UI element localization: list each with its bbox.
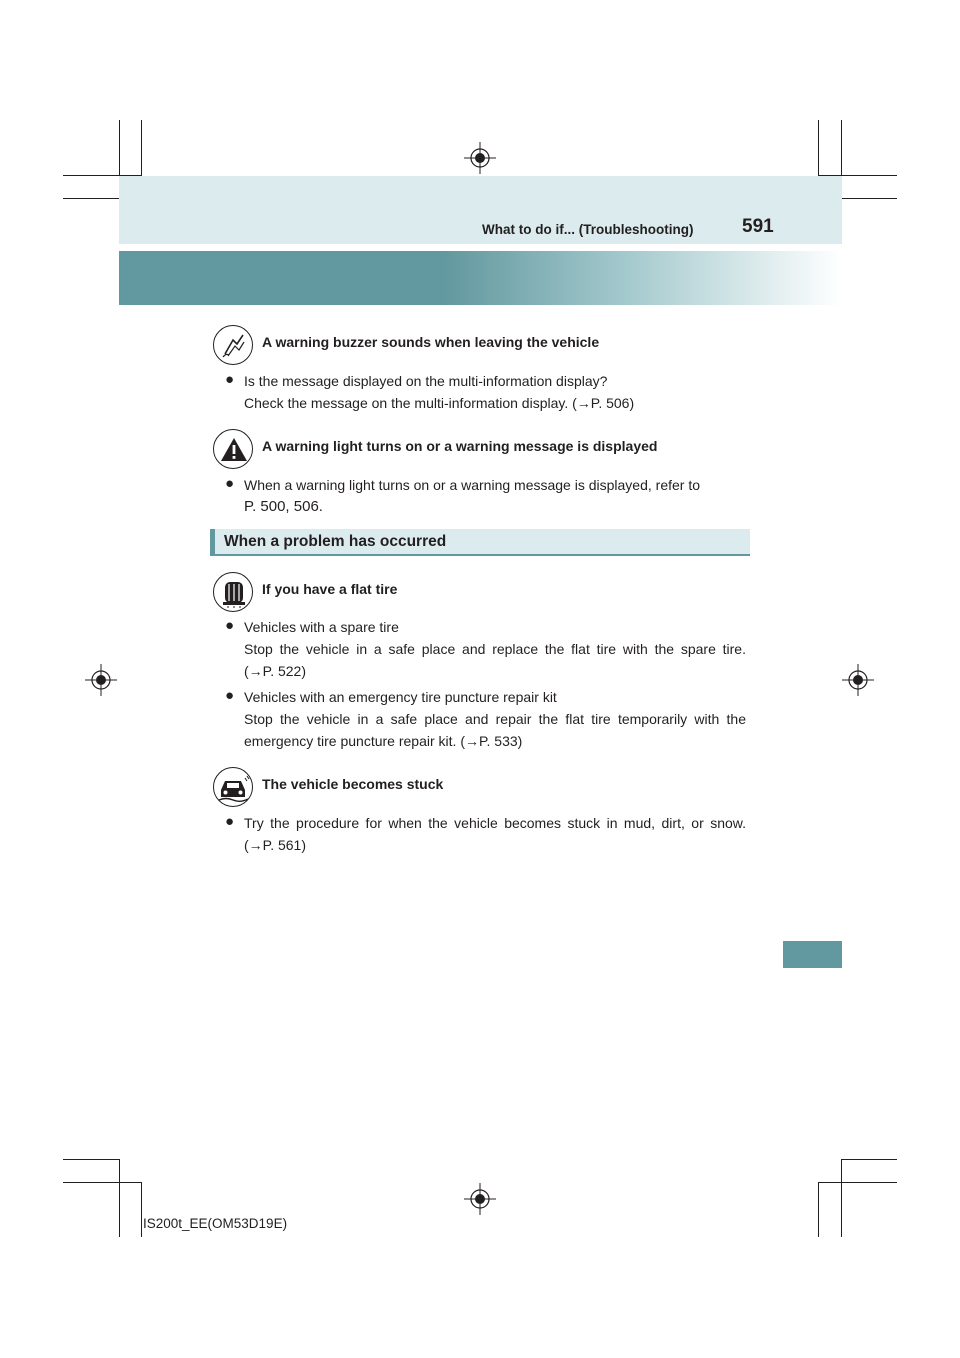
flat-tire-title: If you have a flat tire bbox=[262, 581, 398, 597]
section-heading bbox=[210, 529, 750, 556]
flat-tire-icon bbox=[213, 572, 253, 612]
bullet-glyph: ● bbox=[225, 617, 235, 634]
section-heading-text: When a problem has occurred bbox=[224, 533, 447, 550]
stuck-title: The vehicle becomes stuck bbox=[262, 776, 444, 792]
spare-tire-line1: Vehicles with a spare tire bbox=[244, 619, 399, 635]
buzzer-text-line2: Check the message on the multi-information display. (→P. 506) bbox=[244, 395, 635, 411]
buzzer-title: A warning buzzer sounds when leaving the vehicle bbox=[262, 334, 600, 350]
registration-mark-left bbox=[85, 664, 117, 696]
running-header: What to do if... (Troubleshooting) bbox=[482, 222, 694, 237]
registration-mark-top bbox=[464, 142, 496, 174]
registration-mark-right bbox=[842, 664, 874, 696]
stuck-line2: (→P. 561) bbox=[244, 837, 306, 853]
warning-light-title: A warning light turns on or a warning message is displayed bbox=[262, 438, 658, 454]
spare-tire-line2: Stop the vehicle in a safe place and replace the flat tire with the spare tire. bbox=[244, 641, 746, 657]
stuck-vehicle-icon bbox=[213, 767, 253, 807]
repair-kit-line3: emergency tire puncture repair kit. (→P. 533) bbox=[244, 733, 523, 749]
spare-tire-line3: (→P. 522) bbox=[244, 663, 306, 679]
stuck-line1: Try the procedure for when the vehicle becomes stuck in mud, dirt, or snow. bbox=[244, 815, 746, 831]
bullet-glyph: ● bbox=[225, 813, 235, 830]
chapter-title-bar bbox=[119, 251, 842, 305]
bullet-glyph: ● bbox=[225, 687, 235, 704]
warning-text-line2: P. 500, 506. bbox=[244, 498, 323, 515]
page-number: 591 bbox=[742, 216, 774, 237]
warning-text-line1: When a warning light turns on or a warning message is displayed, refer to bbox=[244, 477, 701, 493]
chapter-tab bbox=[783, 941, 842, 968]
buzzer-text-line1: Is the message displayed on the multi-information display? bbox=[244, 373, 608, 389]
repair-kit-line2: Stop the vehicle in a safe place and repair the flat tire temporarily with the bbox=[244, 711, 746, 727]
footer-model-code: IS200t_EE(OM53D19E) bbox=[143, 1216, 288, 1231]
bullet-glyph: ● bbox=[225, 371, 235, 388]
warning-triangle-icon bbox=[213, 429, 253, 469]
registration-mark-bottom bbox=[464, 1183, 496, 1215]
bullet-glyph: ● bbox=[225, 475, 235, 492]
buzzer-icon bbox=[213, 325, 253, 365]
repair-kit-line1: Vehicles with an emergency tire puncture repair kit bbox=[244, 689, 557, 705]
header-band bbox=[119, 176, 842, 244]
